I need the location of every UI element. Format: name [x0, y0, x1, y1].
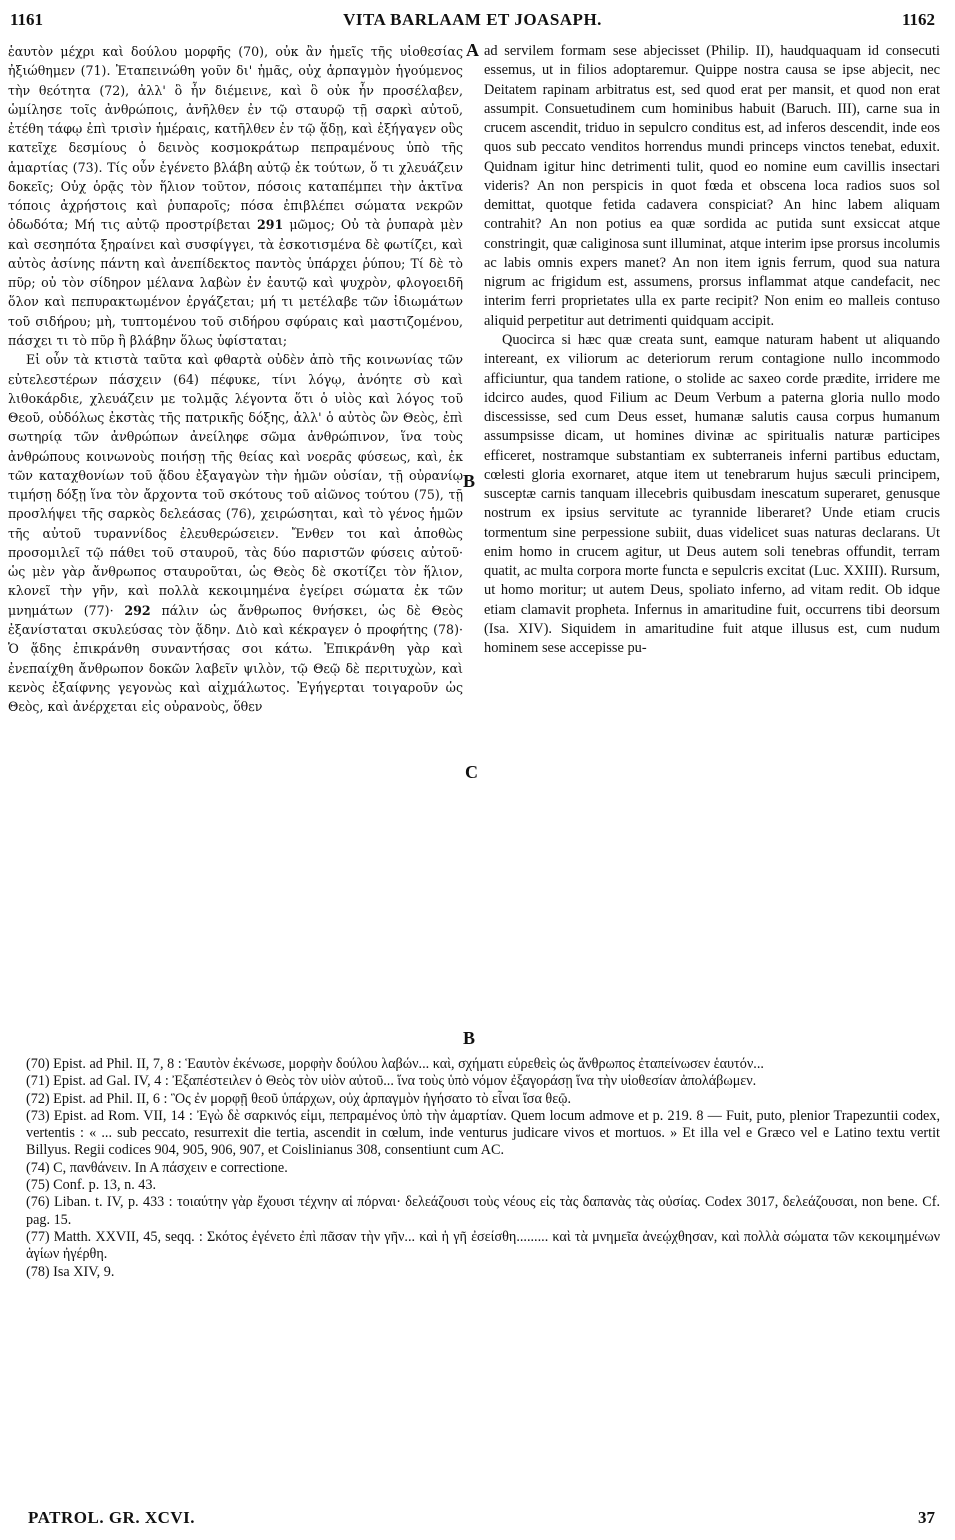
section-marker-b: B — [463, 1028, 476, 1048]
section-marker-b: B — [463, 471, 476, 491]
text-columns — [8, 42, 940, 1052]
greek-text: πάλιν ὡς ἄνθρωπος θνήσκει, ὡς δὲ Θεὸς ἐξανίσταται σκυλεύσας τὸν ᾅδην. Διὸ καὶ κέκραγεν ὁ προφήτης (78)· Ὁ ᾅδης ἐπικράνθη συναντήσας σοι κάτω. Ἐπικράνθη γὰρ καὶ ἐνεπαίχθη ἄνθρωπον δοκῶν λαβεῖν ψιλὸν, τῷ Θεῷ δὲ περιτυχὼν, καὶ κενὸς ἐξαίφνης γεγονὼς καὶ αἰχμάλωτος. Ἐγήγερται τοιγαροῦν ὡς Θεὸς, καὶ ἀνέρχεται εἰς οὐρανοὺς, ὅθεν — [8, 602, 463, 715]
column-number: 291 — [256, 217, 284, 233]
section-marker-c: C — [465, 762, 478, 782]
gathering-number: 37 — [918, 1508, 935, 1527]
latin-paragraph: ad servilem formam sese abjecisset (Philip. II), haudquaquam id consecuti essemus, ut in filios adoptaremur. Quippe nostra causa se ipse abjecit, nec Deitatem rapinam arbitratus est, sed quod erat per mansit, et quod non erat assumpit. Consuetudinem cum hominibus habuit (Baruch. III), carne sua in crucem ascendit, triduo in sepulcro conditus est, ad inferos descendit, inde eos quos sub peccato venditos horrendus mundi princeps vinctos tenebat, eduxit. Quidnam igitur hinc detrimenti tulit, quod eo nomine eum cavillis insectari videris? An non perspicis in quot fœda et obscena loca radios suos sol demittat, quotque fetida cadavera conspiciat? An hinc labem aliquam contrahit? An non potius ea quæ sordida ac putida sunt exsiccat atque constringit, quæ caliginosa sunt illuminat, atque interim ipse prorsus incolumis ac labis omnis expers manet? An non item ignis ferrum, quod sua natura nigrum ac frigidum est, assumens, prorsus inflammat atque candefacit, nec interim ferri proprietates ulla ex parte recipit? Non enim eo malleis contuso aliquid perpetitur aut detrimenti quidquam accipit. — [484, 43, 940, 329]
footnote: (77) Matth. XXVII, 45, seqq. : Σκότος ἐγένετο ἐπὶ πᾶσαν τὴν γῆν... καὶ ἡ γῆ ἐσείσθη......... καὶ τὰ μνημεῖα ἀνεῴχθησαν, καὶ πολλὰ σώματα τῶν κεκοιμημένων ἁγίων ἠγέρθη. — [26, 1228, 940, 1263]
footnote: (78) Isa XIV, 9. — [26, 1263, 115, 1280]
footnote: (72) Epist. ad Phil. II, 6 : Ὃς ἐν μορφῇ θεοῦ ὑπάρχων, οὐχ ἁρπαγμὸν ἡγήσατο τὸ εἶναι ἴσα θεῷ. — [26, 1090, 572, 1107]
footnote: (70) Epist. ad Phil. II, 7, 8 : Ἑαυτὸν ἐκένωσε, μορφὴν δούλου λαβών... καὶ, σχήματι εὑρεθεὶς ὡς ἄνθρωπος ἐταπείνωσεν ἑαυτόν... — [26, 1056, 764, 1072]
greek-text: Εἰ οὖν τὰ κτιστὰ ταῦτα καὶ φθαρτὰ οὐδὲν ἀπὸ τῆς κοινωνίας τῶν εὐτελεστέρων πάσχειν (64) πέφυκε, τίνι λόγῳ, ἀνόητε σὺ καὶ λιθοκάρδιε, χλευάζειν με τολμᾷς λέγοντα ὅτι ὁ υἱὸς καὶ λόγος τοῦ Θεοῦ, οὐδόλως ἐκστὰς τῆς πατρικῆς δόξης, ἀλλ' ὁ αὐτὸς ὢν Θεὸς, ἐπὶ σωτηρίᾳ τῶν ἀνθρώπων ἀνείληφε σῶμα ἀνθρώπινον, ἵνα τοὺς ἀνθρώπους κοινωνοὺς ποιήσῃ τῆς θείας καὶ νοερᾶς φύσεως, καὶ, ἐκ τῶν καταχθονίων τοῦ ᾅδου ἐξαγαγὼν τὴν ἡμῶν οὐσίαν, τῇ οὐρανίῳ τιμήσῃ δόξῃ ἵνα τὸν ἄρχοντα τοῦ σκότους τοῦ αἰῶνος τούτου (75), τῇ προσλήψει τῆς σαρκὸς δελεάσας (76), χειρώσηται, καὶ τὸ γένος ἡμῶν τῆς αὐτοῦ τυραννίδος ἐλευθερώσειεν. Ἔνθεν τοι καὶ ἀποθὼς προσομιλεῖ τῷ πάθει τοῦ σταυροῦ, τὰς δύο παριστῶν φύσεις αὐτοῦ· ὡς μὲν γὰρ ἄνθρωπος σταυροῦται, ὡς Θεὸς δὲ σκοτίζει τὸν ἥλιον, κλονεῖ τὴν γῆν, καὶ πολλὰ κεκοιμημένα ἐγείρει σώματα ἐκ τῶν μνημάτων (77)· — [8, 352, 463, 618]
latin-column — [484, 42, 940, 659]
footnote: (74) C, πανθάνειν. In A πάσχειν e correctione. — [26, 1159, 288, 1176]
greek-paragraph — [8, 350, 463, 716]
page-footer — [10, 1508, 935, 1530]
latin-paragraph: Quocirca si hæc quæ creata sunt, eamque naturam habent ut aliquando intereant, ex viliorum ac deteriorum rerum contagione nullo incommodo afficiuntur, qua tandem ratione, o stolide ac saxeo corde prædite, irridere me idcirco audes, quod Filium ac Deum Verbum a paterna gloria nullo modo discessisse, sed cum Deus esset, humanæ salutis causa corpus humanum assumpsisse dicam, ut homines divinæ ac spiritualis naturæ participes efficeret, nostramque substantiam ex subterraneis inferni partibus eductam, cœlesti gloria exornaret, atque item ut tenebrarum hujus sæculi principem, susceptæ carnis tanquam illecebris quibusdam inescatum superaret, genusque nostrum ex ipsius servitute ac tyrannide liberaret? Unde etiam crucis tormentum sine perpessione subiit, duas videlicet suas naturas declarans. Ut enim homo in crucem agitur, ut Deus autem soli tenebras offundit, terram quatit, ac multa corpora morte functa e sepulcris excitat (Luc. XXIII). Rursum, ut homo moritur; ut autem Deus, spoliato inferno, ad vitam redit. Ob idque etiam clamavit propheta. Infernus in amaritudine fuit, occurrens tibi deorsum (Isa. XIV). Siquidem in amaritudine fuit atque illusus est, cum nudum hominem sese accepisse pu- — [484, 331, 940, 657]
footnotes — [8, 1056, 940, 1281]
page-number-left: 1161 — [10, 10, 44, 29]
greek-paragraph — [8, 42, 463, 350]
footnote: (75) Conf. p. 13, n. 43. — [26, 1177, 157, 1194]
footnote: (73) Epist. ad Rom. VII, 14 : Ἐγὼ δὲ σαρκινός εἰμι, πεπραμένος ὑπὸ τὴν ἁμαρτίαν. Quem locum admove et p. 219. 8 — Fuit, puto, plenior Trapezuntii codex, vertentis : « ... sub peccato, resurrexit die tertia, ascendit in cœlum, inde venturus judicare vivos et mortuos. » Et illa vel e Græco vel e Latino textu vertit Billyus. Regii codices 904, 905, 906, 907, et Coislinianus 308, consentiunt cum AC. — [26, 1107, 940, 1159]
column-number: 292 — [124, 602, 151, 618]
section-marker-a: A — [466, 40, 479, 60]
greek-column — [8, 42, 463, 716]
footnote: (76) Liban. t. IV, p. 433 : τοιαύτην γὰρ ἔχουσι τέχνην αἱ πόρναι· δελεάζουσι τοὺς νέους εἰς τὰς δαπανὰς τὰς οὐσίας. Codex 3017, δελεάζουσαι, non bene. Cf. pag. 15. — [26, 1194, 940, 1228]
running-title: VITA BARLAAM ET JOASAPH. — [343, 10, 602, 29]
greek-text: ἑαυτὸν μέχρι καὶ δούλου μορφῆς (70), οὐκ ἂν ἡμεῖς τῆς υἱοθεσίας ἠξιώθημεν (71). Ἐταπεινώθη γοῦν δι' ἡμᾶς, οὐχ ἁρπαγμὸν ἡγούμενος τὴν θεότητα (72), ἀλλ' ὃ ἦν διέμεινε, καὶ ὃ οὐκ ἦν προσέλαβεν, ὡμίλησε τοῖς ἀνθρώποις, ἀνῆλθεν ἐν τῷ σταυρῷ τῇ σαρκὶ αὐτοῦ, ἐτέθη τάφῳ ἐπὶ τρισὶν ἡμέραις, κατῆλθεν ἐν τῷ ᾅδῃ, καὶ ἐξήγαγεν οὓς κατεῖχε δεσμίους ὁ δεινὸς κοσμοκράτωρ πεπραμένους ὑπὸ τῆς ἁμαρτίας (73). Τίς οὖν ἐγένετο βλάβη αὐτῷ ἐκ τούτων, ὅ τι χλευάζειν δοκεῖς; Οὐχ ὁρᾷς τὸν ἥλιον τοῦτον, πόσοις καταπέμπει τὴν ἀκτῖνα τόποις ἀχρήστοις καὶ ῥυπαροῖς; πόσα ἐπιβλέπει σώματα νεκρῶν ὀδωδότα; Μή τις αὐτῷ προστρίβεται — [8, 44, 463, 233]
footnote: (71) Epist. ad Gal. IV, 4 : Ἐξαπέστειλεν ὁ Θεὸς τὸν υἱὸν αὐτοῦ... ἵνα τοὺς ὑπὸ νόμον ἐξαγοράσῃ ἵνα τὴν υἱοθεσίαν ἀπολάβωμεν. — [26, 1073, 757, 1090]
page-number-right: 1162 — [901, 10, 935, 29]
greek-text: μῶμος; Οὐ τὰ ῥυπαρὰ μὲν καὶ σεσηπότα ξηραίνει καὶ συσφίγγει, τὰ ἐσκοτισμένα δὲ φωτίζει, καὶ αὐτὸς ἀσίνης πάντη καὶ ἀνεπίδεκτος παντὸς ὑπάρχει ῥύπου; Τί δὲ τὸ πῦρ; οὐ τὸν σίδηρον μέλανα λαβὼν ἐν ἑαυτῷ καὶ ψυχρὸν, φλογοειδῆ ὅλον καὶ πεπυρακτωμένον ἐργάζεται; μή τι μετέλαβε τῶν ἰδιωμάτων τοῦ σιδήρου; μὴ, τυπτομένου τοῦ σιδήρου σφύραις καὶ μαστιζομένου, πάσχει τι τὸ πῦρ ἢ βλάβην ὅλως ὑφίσταται; — [8, 217, 463, 348]
signature-mark: PATROL. GR. XCVI. — [28, 1508, 196, 1527]
page-header — [10, 10, 935, 36]
